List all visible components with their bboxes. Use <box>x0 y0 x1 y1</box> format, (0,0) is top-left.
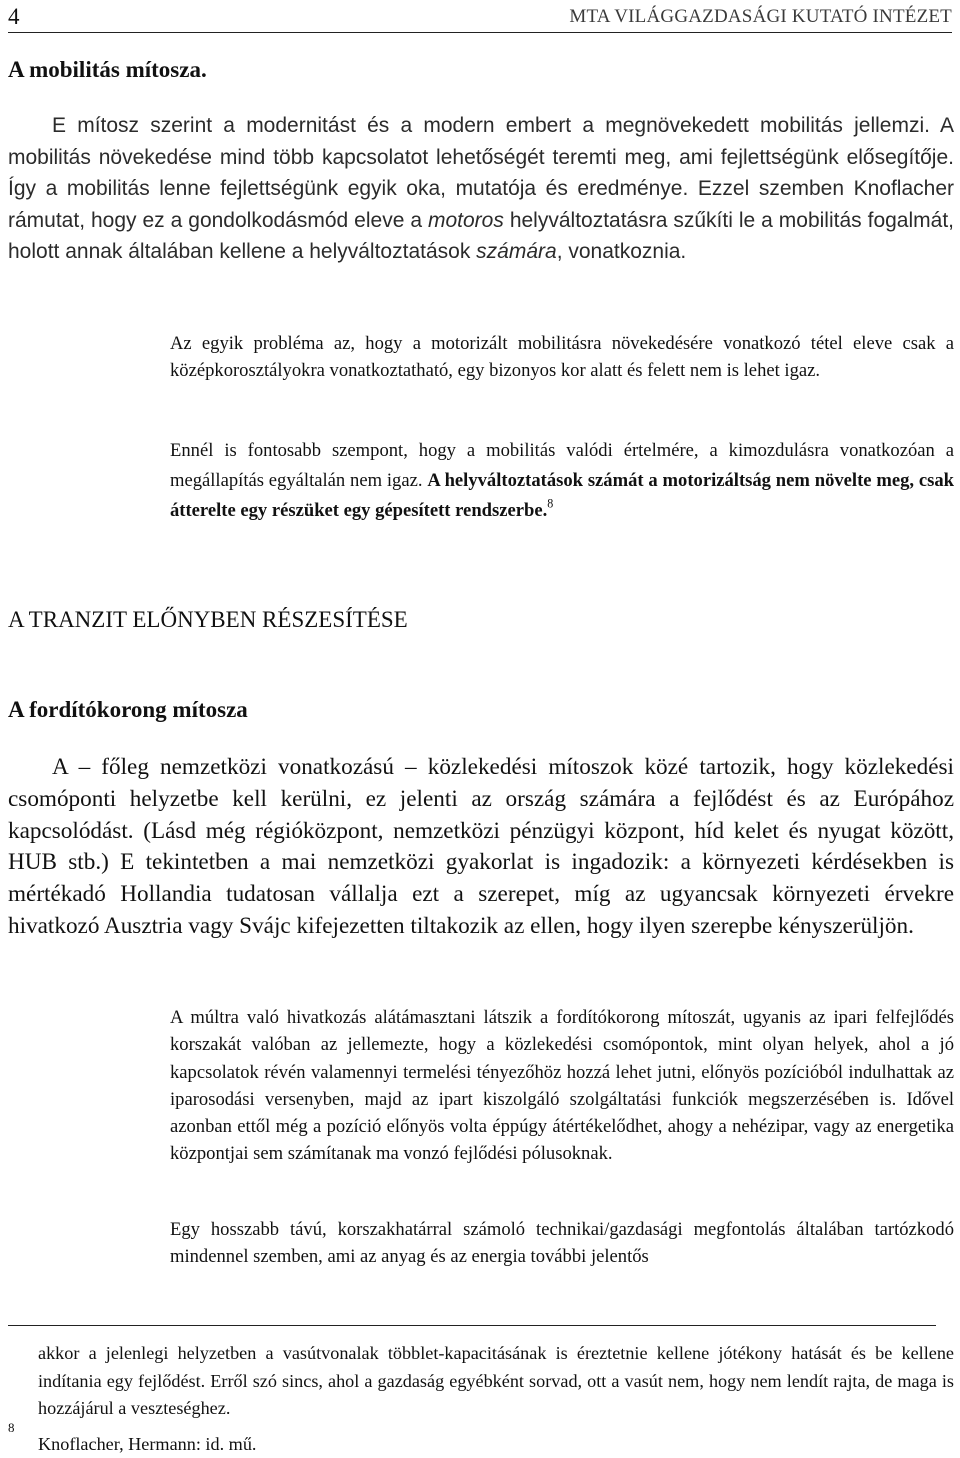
subsection-title-turntable: A fordítókorong mítosza <box>8 697 248 722</box>
paragraph-turntable-myth: A – főleg nemzetközi vonatkozású – közlekedési mítoszok közé tartozik, hogy közlekedési csomóponti helyzetbe kell kerülni, ez jelenti az ország számára a fejlődést és az Európához kapcsolódást. (Lásd még régióközpont, nemzetközi pénzügyi központ, híd kelet és nyugat között, HUB stb.) E tekintetben a mai nemzetközi gyakorlat is ingadozik: a környezeti kérdésekben is mértékadó Hollandia tudatosan vállalja ezt a szerepet, míg az ugyancsak környezeti érvekre hivatkozó Ausztria vagy Svájc kifejezetten tiltakozik az ellen, hogy ilyen szerepbe kényszerüljön. <box>8 754 954 939</box>
quote-paragraph-long-term: Egy hosszabb távú, korszakhatárral számoló technikai/gazdasági megfontolás általában tartózkodó mindennel szemben, ami az anyag és az energia további jelentős <box>170 1219 954 1268</box>
page-number: 4 <box>8 4 20 29</box>
page-header <box>8 2 952 33</box>
quote-text: Ennél is fontosabb szempont, hogy a mobilitás valódi értelmére, a kimozdulásra vonatkozóan a megállapítás egyáltalán nem igaz. <box>170 440 954 491</box>
paragraph-text: helyváltoztatásra szűkíti le a mobilitás fogalmát, holott annak általában kellene a helyváltoztatások <box>8 208 954 263</box>
footnote-continuation: akkor a jelenlegi helyzetben a vasútvonalak többlet-kapacitásának is éreztetnie kellene jótékony hatását és be kellene indítania egy fejlődést. Erről szó sincs, ahol a gazdaság egyébként sorvad, ott a vasút nem, hogy nem lendít rajta, de maga is hozzájárul a veszteséghez. <box>38 1343 954 1418</box>
footnote-divider <box>8 1325 936 1326</box>
footnote-reference-8[interactable]: 8 <box>547 496 554 511</box>
bold-statement: A helyváltoztatások számát a motorizáltság nem növelte meg, csak átterelte egy részüket egy gépesített rendszerbe. <box>170 470 955 521</box>
italic-term: motoros <box>428 208 504 232</box>
section-title-mobility: A mobilitás mítosza. <box>8 57 207 82</box>
quote-paragraph-past: A múltra való hivatkozás alátámasztani látszik a fordítókorong mítoszát, ugyanis az ipari felfejlődés korszakát valóban az jellemezte, hogy a közlekedési csomópontok, mint olyan helyek, ahol a jó kapcsolatok révén valamennyi termelési tényezőhöz hozzá lehet jutni, előnyös pozícióból indulhattak az iparosodási versenyben, majd az ipart kiszolgáló szolgáltatási funkciók megszerzésében is. Idővel azonban ettől még a pozíció előnyös volta éppúgy átértékelődhet, ahogy a nehézipar, vagy az energetika központjai sem számítanak ma vonzó fejlődési pólusoknak. <box>170 1007 954 1165</box>
paragraph-mobility-myth <box>8 110 954 268</box>
paragraph-text: , vonatkoznia. <box>556 240 687 263</box>
section-title-transit: A TRANZIT ELŐNYBEN RÉSZESÍTÉSE <box>8 607 408 632</box>
paragraph-text: E mítosz szerint a modernitást és a modern embert a megnövekedett mobilitás jellemzi. A mobilitás növekedése mind több kapcsolatot lehetőségét teremti meg, ami fejlettségünk elősegítője. Így a mobilitás lenne fejlettségünk egyik oka, mutatója és eredménye. Ezzel szemben Knoflacher rámutat, hogy ez a gondolkodásmód eleve a <box>8 114 954 232</box>
running-header-institute: MTA VILÁGGAZDASÁGI KUTATÓ INTÉZET <box>569 6 952 27</box>
quote-paragraph-relocation <box>170 436 954 526</box>
footnote-8-marker: 8 <box>8 1420 15 1435</box>
footnote-8-text: Knoflacher, Hermann: id. mű. <box>38 1434 257 1454</box>
quote-paragraph-age: Az egyik probléma az, hogy a motorizált mobilitásra növekedésére vonatkozó tétel eleve csak a középkorosztályokra vonatkoztatható, egy bizonyos kor alatt és felett nem is lehet igaz. <box>170 333 954 382</box>
italic-term: számára <box>476 240 557 263</box>
